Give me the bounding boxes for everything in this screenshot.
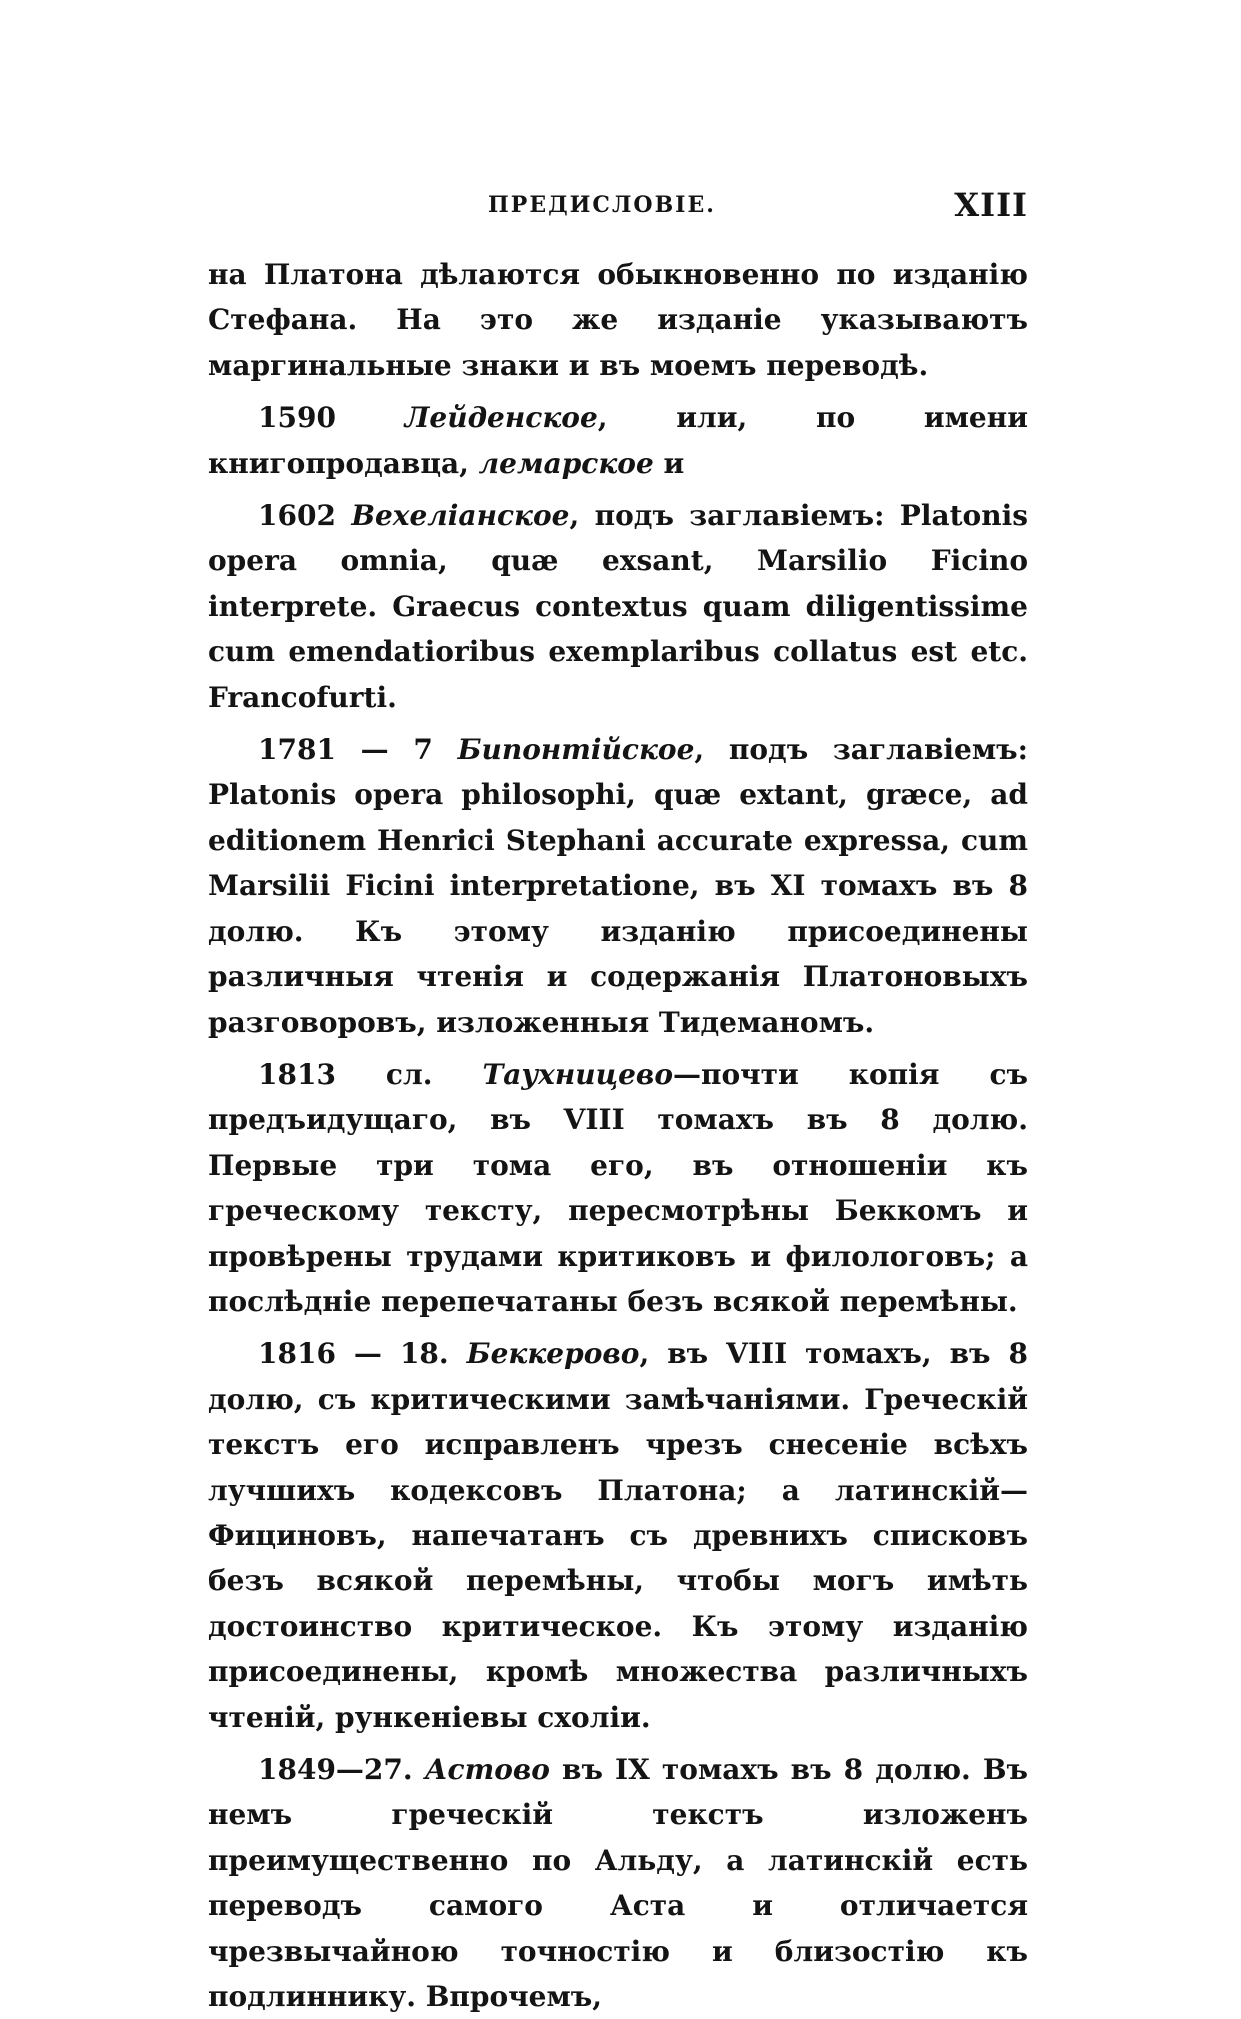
page-number: XIII — [954, 186, 1028, 224]
edition-year: 1849—27. — [258, 1753, 425, 1786]
edition-name: Таухницево — [482, 1057, 673, 1091]
edition-entry-1849 — [208, 1747, 1028, 2019]
edition-alt-name: лемарское — [478, 446, 654, 480]
intro-paragraph: на Платона дѣлаются обыкновенно по изданію Стефана. На это же изданіе указываютъ маргинальные знаки и въ моемъ переводѣ. — [208, 258, 1028, 382]
edition-text: , въ VIII томахъ, въ 8 долю, съ критическими замѣчаніями. Греческій текстъ его исправленъ чрезъ снесеніе всѣхъ лучшихъ кодексовъ Платона; а латинскій—Фициновъ, напечатанъ съ древнихъ списковъ безъ всякой перемѣны, чтобы могъ имѣть достоинство критическое. Къ этому изданію присоединены, кромѣ множества различныхъ чтеній, рункеніевы схоліи. — [208, 1337, 1029, 1734]
edition-text: , подъ заглавіемъ: Platonis opera philosophi, quæ extant, græce, ad editionem Henrici Stephani accurate expressa, cum Marsilii Ficini interpretatione, въ XI томахъ въ 8 долю. Къ этому изданію присоединены различныя чтенія и содержанія Платоновыхъ разговоровъ, изложенныя Тидеманомъ. — [208, 733, 1028, 1039]
edition-text: , подъ заглавіемъ: Platonis opera omnia, quæ exsant, Marsilio Ficino interprete. Graecus contextus quam diligentissime cum emendatioribus exemplaribus collatus est etc. Francofurti. — [208, 499, 1028, 714]
edition-text: въ IX томахъ въ 8 долю. Въ немъ греческій текстъ изложенъ преимущественно по Альду, а латинскій есть переводъ самого Аста и отличается чрезвычайною точностію и близостію къ подлиннику. Впрочемъ, — [208, 1753, 1028, 2014]
edition-name: Беккерово — [466, 1337, 640, 1371]
edition-entry-1602 — [208, 493, 1028, 720]
edition-text: —почти копія съ предъидущаго, въ VIII томахъ въ 8 долю. Первые три тома его, въ отношеніи къ греческому тексту, пересмотрѣны Беккомъ и провѣрены трудами критиковъ и филологовъ; а послѣдніе перепечатаны безъ всякой перемѣны. — [208, 1057, 1028, 1318]
edition-year: 1813 сл. — [258, 1057, 483, 1091]
edition-year: 1590 — [258, 401, 405, 435]
edition-entry-1781 — [208, 727, 1028, 1045]
edition-year: 1602 — [258, 499, 352, 533]
edition-name: Астово — [424, 1753, 550, 1786]
page-header — [208, 186, 1028, 236]
edition-year: 1816 — 18. — [258, 1337, 467, 1371]
edition-year: 1781 — 7 — [258, 733, 458, 767]
edition-entry-1813 — [208, 1052, 1028, 1324]
running-title: ПРЕДИСЛОВІЕ. — [488, 192, 716, 218]
edition-name: Бипонтійское — [457, 733, 695, 767]
edition-entry-1590 — [208, 395, 1028, 486]
edition-entry-1816 — [208, 1331, 1028, 1740]
edition-name: Лейденское — [404, 401, 598, 435]
edition-name: Вехеліанское — [351, 499, 570, 533]
edition-text: и — [653, 446, 685, 480]
edition-text: , или, по имени книгопродавца, — [208, 401, 1028, 480]
